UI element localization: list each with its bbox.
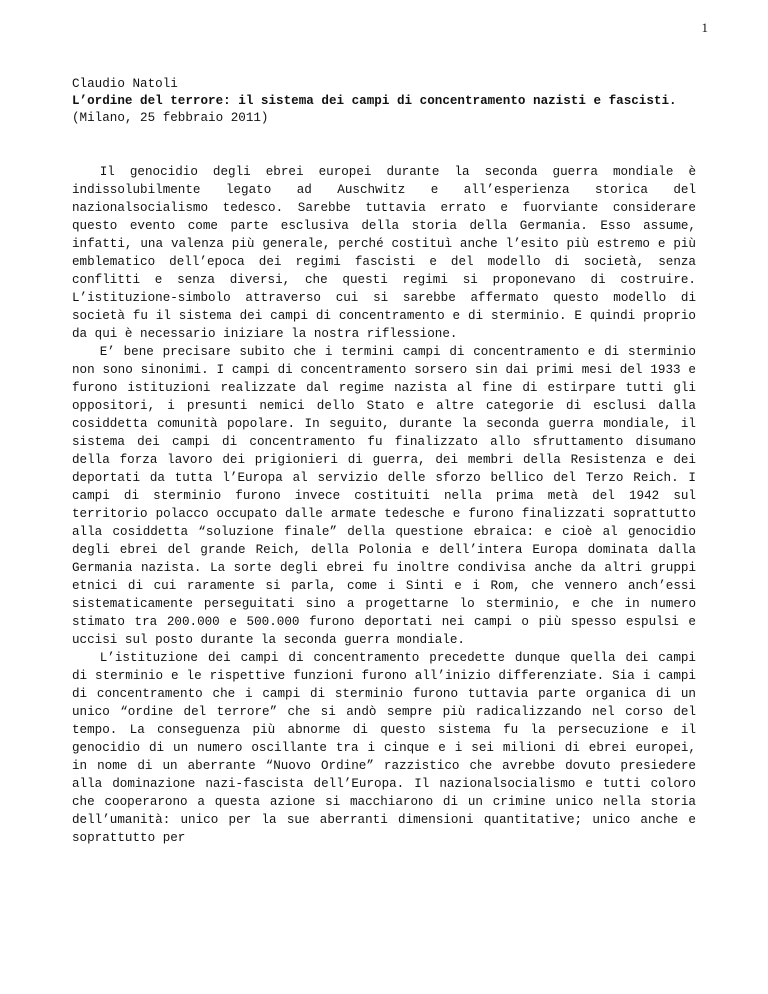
page-number: 1: [701, 20, 708, 35]
document-header: [72, 76, 696, 127]
event-place-date: (Milano, 25 febbraio 2011): [72, 111, 269, 125]
document-title: L’ordine del terrore: il sistema dei campi di concentramento nazisti e fascisti.: [72, 94, 677, 108]
body-text: [72, 163, 696, 847]
paragraph: Il genocidio degli ebrei europei durante la seconda guerra mondiale è indissolubilmente legato ad Auschwitz e all’esperienza storica del nazionalsocialismo tedesco. Sarebbe tuttavia errato e fuorviante considerare questo evento come parte esclusiva della storia della Germania. Esso assume, infatti, una valenza più generale, perché costituì anche l’esito più estremo e più emblematico dell’epoca dei regimi fascisti e del modello di società, senza conflitti e senza diversi, che questi regimi si proponevano di costruire. L’istituzione-simbolo attraverso cui si sarebbe affermato questo modello di società fu il sistema dei campi di concentramento e di sterminio. E quindi proprio da qui è necessario iniziare la nostra riflessione.: [72, 165, 696, 341]
author-name: Claudio Natoli: [72, 77, 178, 91]
paragraph: E’ bene precisare subito che i termini campi di concentramento e di sterminio non sono sinonimi. I campi di concentramento sorsero sin dai primi mesi del 1933 e furono istituzioni realizzate dal regime nazista al fine di estirpare tutti gli oppositori, i presunti nemici dello Stato e altre categorie di esclusi dalla cosiddetta comunità popolare. In seguito, durante la seconda guerra mondiale, il sistema dei campi di concentramento fu finalizzato allo sfruttamento disumano della forza lavoro dei prigionieri di guerra, dei membri della Resistenza e dei deportati da tutta l’Europa al servizio delle sforzo bellico del Terzo Reich. I campi di sterminio furono invece costituiti nella prima metà del 1942 sul territorio polacco occupato dalle armate tedesche e furono finalizzati soprattutto alla cosiddetta “soluzione finale” della questione ebraica: e cioè al genocidio degli ebrei del grande Reich, della Polonia e dell’intera Europa dominata dalla Germania nazista. La sorte degli ebrei fu inoltre condivisa anche da altri gruppi etnici di cui raramente si parla, come i Sinti e i Rom, che vennero anch’essi sistematicamente perseguitati sino a progettarne lo sterminio, e che in numero stimato tra 200.000 e 500.000 furono deportati nei campi o più spesso espulsi e uccisi sul posto durante la seconda guerra mondiale.: [72, 345, 696, 647]
paragraph: L’istituzione dei campi di concentramento precedette dunque quella dei campi di sterminio e le rispettive funzioni furono all’inizio differenziate. Sia i campi di concentramento che i campi di sterminio furono tuttavia parte organica di un unico “ordine del terrore” che si andò sempre più radicalizzando nel corso del tempo. La conseguenza più abnorme di questo sistema fu la persecuzione e il genocidio di un numero oscillante tra i cinque e i sei milioni di ebrei europei, in nome di un aberrante “Nuovo Ordine” razzistico che avrebbe dovuto presiedere alla dominazione nazi-fascista dell’Europa. Il nazionalsocialismo e tutti coloro che cooperarono a questa azione si macchiarono di un crimine unico nella storia dell’umanità: unico per la sue aberranti dimensioni quantitative; unico anche e soprattutto per: [72, 651, 696, 845]
